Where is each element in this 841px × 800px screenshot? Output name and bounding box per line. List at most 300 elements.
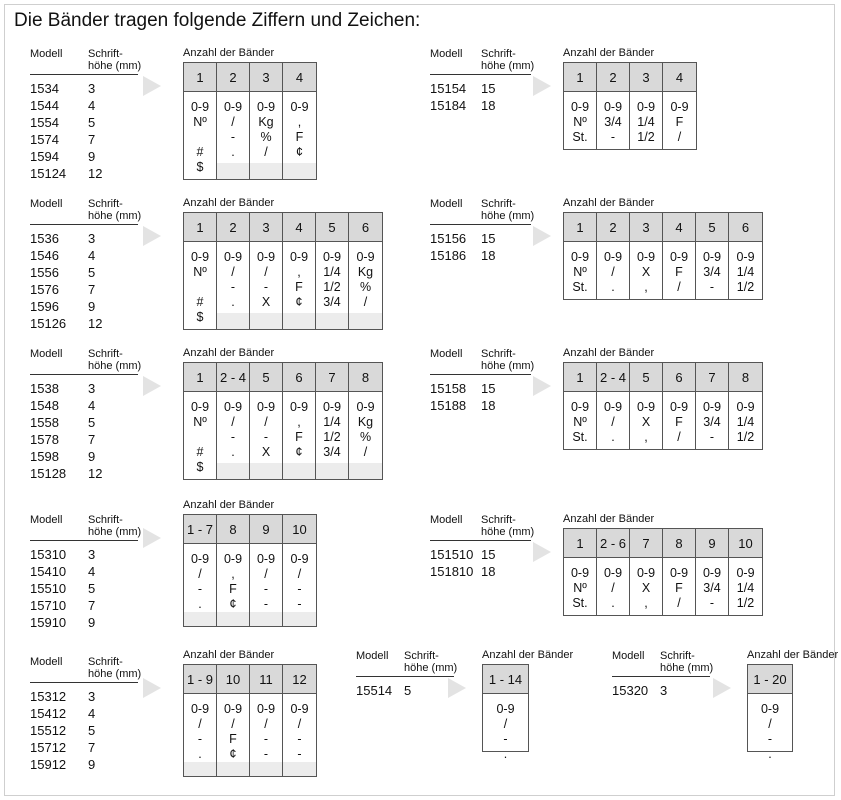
band-character: 0-9 [636, 566, 656, 580]
band-characters [564, 392, 596, 445]
band-character: X [641, 581, 651, 595]
model-number: 1554 [30, 115, 59, 130]
blank-field [250, 313, 282, 329]
band-character: Nº [573, 115, 587, 129]
band-number: 8 [217, 515, 249, 544]
band-number: 6 [283, 363, 315, 392]
arrow-icon [533, 76, 551, 96]
schrifthoehe-value: 3 [88, 231, 96, 246]
band-column [630, 363, 663, 449]
band-character: 0-9 [736, 566, 755, 580]
schrifthoehe-line1: Schrift- [88, 198, 123, 210]
band-characters [217, 242, 249, 310]
band-character: - [263, 597, 269, 611]
band-characters [184, 392, 216, 475]
band-character: Kg [258, 115, 274, 129]
band-characters [630, 558, 662, 611]
band-character: 0-9 [570, 250, 590, 264]
band-column [597, 213, 630, 299]
band-character: # [196, 295, 204, 309]
band-character: 3/4 [703, 581, 721, 595]
model-number: 15310 [30, 547, 67, 562]
anzahl-label: Anzahl der Bänder [563, 47, 655, 59]
band-characters [663, 558, 695, 611]
band-character: - [263, 582, 269, 596]
band-column [630, 213, 663, 299]
band-character: / [611, 265, 615, 279]
band-character: F [229, 732, 237, 746]
modell-header: Modell [30, 48, 63, 60]
band-character: / [677, 280, 681, 294]
band-character: / [297, 567, 302, 581]
band-character: 0-9 [356, 250, 375, 264]
band-character: / [198, 567, 202, 581]
band-column [316, 363, 349, 479]
band-column [663, 63, 696, 149]
band-table [183, 62, 317, 180]
band-characters [217, 392, 249, 460]
band-characters [696, 392, 728, 445]
schrifthoehe-value: 5 [88, 265, 96, 280]
schrifthoehe-line2: höhe (mm) [88, 360, 142, 372]
band-character: - [709, 596, 715, 610]
band-column [349, 213, 382, 329]
model-number: 15710 [30, 598, 67, 613]
band-character: % [359, 280, 372, 294]
band-number: 5 [696, 213, 728, 242]
band-character: / [264, 567, 268, 581]
band-character: 0-9 [496, 702, 515, 716]
band-character: 0-9 [669, 250, 689, 264]
band-number: 1 - 9 [184, 665, 216, 694]
band-number: 9 [250, 515, 282, 544]
band-character: 1/2 [637, 130, 655, 144]
band-character: 1/4 [736, 581, 755, 595]
band-characters [184, 544, 216, 612]
band-column [663, 363, 696, 449]
band-column [217, 213, 250, 329]
band-character: 0-9 [190, 552, 210, 566]
band-column [184, 63, 217, 179]
band-table [563, 62, 697, 150]
band-character: 1/2 [736, 430, 755, 444]
band-character: 1/2 [736, 280, 755, 294]
schrifthoehe-header [88, 48, 141, 72]
band-character: - [503, 732, 508, 746]
blank-field [250, 762, 282, 776]
band-character: - [297, 732, 302, 746]
band-character: 0-9 [356, 400, 375, 414]
band-column [696, 529, 729, 615]
schrifthoehe-value: 5 [88, 581, 96, 596]
arrow-icon [143, 376, 161, 396]
band-character: 0-9 [636, 100, 656, 114]
band-character: 3/4 [604, 115, 622, 129]
schrifthoehe-value: 9 [88, 299, 96, 314]
model-number: 15158 [430, 381, 467, 396]
band-table [183, 664, 317, 777]
arrow-icon [143, 528, 161, 548]
band-character: 0-9 [290, 100, 309, 114]
model-number: 15412 [30, 706, 67, 721]
blank-field [316, 313, 348, 329]
band-number: 5 [630, 363, 662, 392]
header-rule [30, 224, 138, 225]
band-character: - [610, 130, 616, 144]
modell-header: Modell [430, 48, 463, 60]
band-character: $ [196, 160, 204, 174]
band-character: - [230, 280, 236, 294]
model-number: 15156 [430, 231, 467, 246]
blank-field [283, 762, 316, 776]
band-characters [250, 694, 282, 762]
band-character: 0-9 [256, 250, 276, 264]
band-character: F [295, 130, 304, 144]
band-column [250, 515, 283, 626]
band-characters [349, 242, 382, 310]
band-character: 0-9 [190, 100, 210, 114]
schrifthoehe-header [404, 650, 457, 674]
band-character: 0-9 [736, 250, 755, 264]
band-character: Nº [573, 265, 587, 279]
band-character: St. [572, 130, 588, 144]
band-number: 3 [250, 63, 282, 92]
band-character: F [295, 430, 303, 444]
band-character: ¢ [295, 445, 303, 459]
band-character: - [767, 732, 773, 746]
band-number: 1 [184, 363, 216, 392]
band-characters [597, 392, 629, 445]
band-characters [630, 92, 662, 145]
band-character: 0-9 [603, 250, 623, 264]
band-character: F [675, 415, 683, 429]
band-character: 0-9 [603, 400, 623, 414]
model-number: 1574 [30, 132, 59, 147]
band-character: 1/4 [736, 265, 755, 279]
band-column [250, 63, 283, 179]
band-character: , [644, 280, 648, 294]
band-character: / [231, 265, 235, 279]
band-characters [250, 92, 282, 160]
band-character: . [231, 145, 235, 159]
band-column [564, 63, 597, 149]
model-number: 15514 [356, 683, 393, 698]
schrifthoehe-line1: Schrift- [660, 650, 695, 662]
band-character: St. [572, 596, 588, 610]
schrifthoehe-value: 3 [88, 81, 96, 96]
band-characters [250, 544, 282, 612]
schrifthoehe-value: 5 [88, 723, 96, 738]
band-character: / [231, 415, 235, 429]
band-character: 1/2 [323, 430, 341, 444]
band-characters [564, 92, 596, 145]
band-character: - [197, 582, 203, 596]
band-number: 10 [217, 665, 249, 694]
band-character: X [261, 295, 271, 309]
band-character: Nº [573, 415, 587, 429]
band-character: X [641, 415, 651, 429]
anzahl-label: Anzahl der Bänder [563, 513, 655, 525]
band-character: % [359, 430, 372, 444]
band-character: 0-9 [290, 552, 309, 566]
schrifthoehe-value: 5 [88, 415, 96, 430]
band-character: X [641, 265, 651, 279]
band-number: 4 [283, 213, 315, 242]
band-character: / [677, 430, 681, 444]
schrifthoehe-value: 7 [88, 282, 96, 297]
band-character [184, 430, 216, 445]
band-column [250, 213, 283, 329]
band-number: 2 [597, 213, 629, 242]
band-character: - [263, 747, 269, 761]
anzahl-label: Anzahl der Bänder [183, 47, 275, 59]
band-character: 0-9 [702, 250, 722, 264]
model-number: 15320 [612, 683, 649, 698]
schrifthoehe-value: 3 [88, 381, 96, 396]
header-rule [612, 676, 710, 677]
band-characters [217, 92, 249, 160]
schrifthoehe-value: 3 [88, 547, 96, 562]
band-column [663, 529, 696, 615]
band-column [564, 529, 597, 615]
schrifthoehe-header [88, 348, 141, 372]
model-number: 15712 [30, 740, 67, 755]
band-number: 1 [564, 213, 596, 242]
band-characters [483, 694, 528, 762]
model-number: 1548 [30, 398, 59, 413]
band-number: 11 [250, 665, 282, 694]
schrifthoehe-line1: Schrift- [88, 48, 123, 60]
band-character: 0-9 [190, 250, 210, 264]
band-characters [597, 92, 629, 145]
schrifthoehe-line2: höhe (mm) [660, 662, 714, 674]
header-rule [430, 224, 531, 225]
band-number: 5 [316, 213, 348, 242]
band-column [483, 665, 528, 761]
schrifthoehe-line2: höhe (mm) [481, 360, 535, 372]
header-rule [30, 540, 138, 541]
band-character: ¢ [229, 747, 237, 761]
modell-header: Modell [612, 650, 645, 662]
band-character: - [297, 582, 302, 596]
model-number: 1538 [30, 381, 59, 396]
band-character: - [263, 732, 269, 746]
band-character: 3/4 [703, 415, 721, 429]
band-number: 10 [729, 529, 762, 558]
band-character: # [196, 145, 204, 159]
anzahl-label: Anzahl der Bänder [563, 347, 655, 359]
band-number: 2 [217, 213, 249, 242]
band-characters [663, 242, 695, 295]
band-column [184, 515, 217, 626]
page-title: Die Bänder tragen folgende Ziffern und Zeichen: [14, 10, 421, 31]
schrifthoehe-value: 7 [88, 132, 96, 147]
band-character: / [503, 717, 508, 731]
band-character: / [297, 717, 302, 731]
band-character: 0-9 [256, 100, 276, 114]
band-characters [217, 544, 249, 612]
band-character: - [297, 597, 302, 611]
band-character: / [198, 717, 202, 731]
band-character: / [768, 717, 772, 731]
band-characters [316, 242, 348, 310]
band-column [283, 63, 316, 179]
band-character: $ [196, 460, 204, 474]
model-number: 1558 [30, 415, 59, 430]
anzahl-label: Anzahl der Bänder [747, 649, 839, 661]
band-number: 2 [597, 63, 629, 92]
band-characters [597, 242, 629, 295]
band-character: 0-9 [289, 400, 309, 414]
model-number: 15312 [30, 689, 67, 704]
schrifthoehe-line2: höhe (mm) [481, 60, 535, 72]
band-character: 0-9 [570, 566, 590, 580]
band-column [250, 665, 283, 776]
model-number: 15512 [30, 723, 67, 738]
band-characters [748, 694, 792, 762]
band-number: 1 - 20 [748, 665, 792, 694]
band-number: 4 [283, 63, 316, 92]
blank-field [184, 762, 216, 776]
anzahl-label: Anzahl der Bänder [563, 197, 655, 209]
modell-header: Modell [356, 650, 389, 662]
model-number: 15128 [30, 466, 67, 481]
anzahl-label: Anzahl der Bänder [183, 347, 275, 359]
band-character: / [363, 445, 368, 459]
band-character [184, 280, 216, 295]
band-character: 0-9 [256, 552, 276, 566]
band-character: - [263, 280, 269, 294]
arrow-icon [533, 542, 551, 562]
band-column [316, 213, 349, 329]
band-column [217, 363, 250, 479]
band-characters [630, 392, 662, 445]
arrow-icon [143, 226, 161, 246]
band-number: 7 [696, 363, 728, 392]
band-number: 1 [184, 63, 216, 92]
model-number: 15188 [430, 398, 467, 413]
band-number: 4 [663, 213, 695, 242]
band-character: 3/4 [323, 295, 341, 309]
band-number: 2 - 4 [217, 363, 249, 392]
band-column [630, 529, 663, 615]
band-character: - [709, 430, 715, 444]
arrow-icon [713, 678, 731, 698]
band-table [183, 212, 383, 330]
band-character: 0-9 [669, 400, 689, 414]
band-characters [184, 92, 216, 175]
modell-header: Modell [30, 348, 63, 360]
band-character: F [675, 581, 683, 595]
band-character: - [297, 747, 302, 761]
band-character: / [677, 596, 681, 610]
schrifthoehe-value: 7 [88, 598, 96, 613]
band-character: ¢ [295, 295, 303, 309]
schrifthoehe-header [481, 348, 534, 372]
band-character: . [231, 295, 235, 309]
schrifthoehe-header [88, 198, 141, 222]
band-column [630, 63, 663, 149]
band-character: . [503, 747, 508, 761]
band-character: 0-9 [603, 566, 623, 580]
band-characters [349, 392, 382, 460]
band-table [183, 362, 383, 480]
band-character: 0-9 [760, 702, 780, 716]
schrifthoehe-value: 9 [88, 149, 96, 164]
band-character: . [611, 430, 615, 444]
band-character: 0-9 [223, 400, 243, 414]
band-character: . [231, 445, 235, 459]
schrifthoehe-header [88, 514, 141, 538]
band-characters [696, 242, 728, 295]
schrifthoehe-line1: Schrift- [481, 348, 516, 360]
schrifthoehe-line2: höhe (mm) [88, 60, 142, 72]
schrifthoehe-value: 9 [88, 615, 96, 630]
band-number: 3 [630, 63, 662, 92]
schrifthoehe-value: 4 [88, 248, 96, 263]
schrifthoehe-value: 12 [88, 466, 103, 481]
band-characters [696, 558, 728, 611]
modell-header: Modell [430, 514, 463, 526]
band-number: 1 [564, 63, 596, 92]
band-characters [283, 242, 315, 310]
band-number: 6 [729, 213, 762, 242]
blank-field [217, 313, 249, 329]
band-character: F [229, 582, 237, 596]
band-character: - [230, 130, 236, 144]
band-table [563, 212, 763, 300]
band-number: 1 [564, 363, 596, 392]
band-characters [250, 242, 282, 310]
band-character: , [297, 415, 301, 429]
band-character: 0-9 [603, 100, 623, 114]
band-character: / [677, 130, 682, 144]
band-column [729, 213, 762, 299]
band-character: 0-9 [223, 552, 243, 566]
band-characters [729, 392, 762, 445]
arrow-icon [143, 678, 161, 698]
band-character: 1/4 [323, 265, 341, 279]
band-character: 0-9 [223, 250, 243, 264]
band-column [597, 363, 630, 449]
schrifthoehe-header [481, 514, 534, 538]
band-number: 9 [696, 529, 728, 558]
arrow-icon [143, 76, 161, 96]
band-number: 7 [316, 363, 348, 392]
band-character: 1/4 [637, 115, 655, 129]
band-characters [184, 242, 216, 325]
model-number: 15510 [30, 581, 67, 596]
model-number: 1544 [30, 98, 59, 113]
schrifthoehe-value: 12 [88, 316, 103, 331]
band-characters [663, 392, 695, 445]
schrifthoehe-header [481, 198, 534, 222]
band-characters [184, 694, 216, 762]
header-rule [430, 374, 531, 375]
band-character: - [230, 430, 236, 444]
band-column [283, 363, 316, 479]
model-number: 15912 [30, 757, 67, 772]
model-number: 1534 [30, 81, 59, 96]
band-number: 8 [349, 363, 382, 392]
band-character: St. [572, 430, 588, 444]
band-character: / [363, 295, 368, 309]
schrifthoehe-value: 15 [481, 81, 496, 96]
band-table [482, 664, 529, 761]
model-number: 1546 [30, 248, 59, 263]
band-number: 2 [217, 63, 249, 92]
model-number: 151810 [430, 564, 474, 579]
